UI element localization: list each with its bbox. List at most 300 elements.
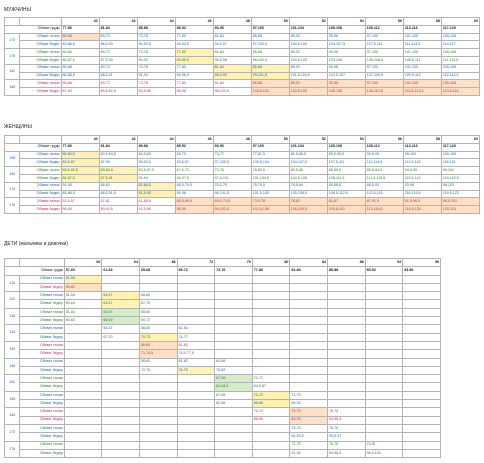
measure-row [5, 88, 480, 96]
measure-cell [64, 333, 102, 341]
measure-cell: 73-75 [290, 424, 328, 432]
measure-cell [139, 383, 177, 391]
measure-cell [365, 325, 403, 333]
measure-cell: 99-102,5 [213, 206, 251, 214]
measure-cell: 69-72 [99, 64, 137, 72]
measure-cell: 57-61 [99, 198, 137, 206]
measure-cell [215, 408, 253, 416]
measure-cell: 119-122,5 [441, 174, 479, 182]
size-header: 68 [139, 259, 177, 267]
measure-row [5, 441, 441, 449]
measure-cell: 85-88 [251, 33, 289, 41]
measure-cell [252, 358, 290, 366]
measure-cell [177, 375, 215, 383]
measure-cell [64, 383, 102, 391]
measure-cell: 76-79 [177, 366, 215, 374]
measure-cell: 120-124 [441, 206, 479, 214]
measure-cell [215, 449, 253, 457]
measure-cell: 90-93,5 [137, 41, 175, 49]
measure-cell: 89-93 [290, 416, 328, 424]
measure-cell: 58-60 [139, 292, 177, 300]
measure-cell: 81-84 [213, 49, 251, 57]
measure-cell [139, 424, 177, 432]
measure-cell: 102,5-105 [289, 88, 327, 96]
chest-range: 101-104 [289, 143, 327, 151]
measure-cell: 101-105 [403, 49, 441, 57]
size-header: 42 [99, 136, 137, 144]
height-value: 188 [5, 80, 20, 96]
measure-cell: 86-89 [252, 416, 290, 424]
measure-row [5, 167, 480, 175]
measure-cell [102, 424, 140, 432]
chest-range: 81-84 [290, 267, 328, 275]
measure-cell: 55,5-59,5 [61, 167, 99, 175]
measure-cell [403, 383, 441, 391]
waist-label: Обхват талии [20, 325, 64, 333]
height-value: 170 [5, 33, 20, 49]
measure-cell [215, 283, 253, 291]
measure-cell [177, 275, 215, 283]
measure-cell: 94,5-97 [213, 41, 251, 49]
height-value: 140 [5, 341, 20, 358]
measure-row [5, 151, 480, 159]
measure-cell: 108-110,5 [365, 88, 403, 96]
measure-cell: 72-76 [213, 167, 251, 175]
measure-cell: 96,5-99 [213, 72, 251, 80]
chest-label: Обхват груди [5, 143, 62, 151]
measure-cell: 90,5-95 [365, 151, 403, 159]
size-header: 56 [365, 136, 403, 144]
chest-range: 81-84 [99, 25, 137, 33]
measure-cell [177, 449, 215, 457]
measure-cell [290, 350, 328, 358]
measure-cell: 66-69 [102, 317, 140, 325]
height-value: 176 [5, 441, 20, 458]
waist-label: Обхват талии [20, 441, 64, 449]
measure-cell [328, 275, 366, 283]
measure-row [5, 358, 441, 366]
measure-row [5, 433, 441, 441]
measure-cell: 95-98 [175, 88, 213, 96]
chest-range: 109-112 [365, 143, 403, 151]
measure-cell: 69-72 [99, 80, 137, 88]
measure-cell [139, 449, 177, 457]
measure-cell [328, 292, 366, 300]
measure-cell: 93-95,5 [175, 56, 213, 64]
chest-range: 117-120 [441, 25, 479, 33]
size-header: 64 [102, 259, 140, 267]
measure-cell [64, 433, 102, 441]
measure-cell [139, 283, 177, 291]
measure-cell [328, 400, 366, 408]
chest-range: 109-112 [365, 25, 403, 33]
size-header: 58 [403, 136, 441, 144]
measure-row [5, 64, 480, 72]
measure-cell [177, 283, 215, 291]
measure-cell: 61-63 [177, 358, 215, 366]
measure-row [5, 72, 480, 80]
measure-cell: 87,5-91 [99, 174, 137, 182]
measure-cell: 113,5-116 [441, 88, 479, 96]
measure-cell [365, 400, 403, 408]
measure-row [5, 325, 441, 333]
measure-cell [139, 408, 177, 416]
measure-cell: 85-88 [251, 49, 289, 57]
chest-range: 117-120 [441, 143, 479, 151]
measure-cell [403, 341, 441, 349]
measure-cell: 97-100,5 [213, 159, 251, 167]
size-header: 42 [99, 18, 137, 26]
measure-cell [290, 366, 328, 374]
measure-cell: 58-60 [139, 358, 177, 366]
measure-cell [328, 375, 366, 383]
blank-cell [5, 259, 20, 267]
waist-label: Обхват талии [20, 64, 61, 72]
measure-cell: 85-89 [252, 400, 290, 408]
measure-cell: 104,5-108 [289, 174, 327, 182]
measure-cell: 107-109,5 [365, 72, 403, 80]
measure-row [5, 292, 441, 300]
height-value: 122 [5, 292, 20, 309]
size-header: 46 [175, 136, 213, 144]
measure-cell: 93-96 [327, 49, 365, 57]
measure-cell: 98-100,5 [251, 56, 289, 64]
measure-cell [64, 350, 102, 358]
measure-cell: 100-105 [441, 151, 479, 159]
measure-cell: 114,5-118 [403, 159, 441, 167]
chest-range: 93-96 [213, 143, 251, 151]
measure-cell: 97-100,5 [251, 41, 289, 49]
measure-cell: 73-76 [137, 49, 175, 57]
measure-cell: 81-84 [213, 80, 251, 88]
measure-cell: 60,5-64,5 [99, 151, 137, 159]
measure-cell: 65-68 [61, 64, 99, 72]
measure-row [5, 424, 441, 432]
hips-label: Обхват бедер [20, 88, 61, 96]
measure-cell [215, 275, 253, 283]
measure-cell: 107,5-111 [327, 159, 365, 167]
measure-cell: 109,5-113 [327, 206, 365, 214]
measure-cell: 60-63 [64, 300, 102, 308]
measure-cell: 94-96,5 [175, 72, 213, 80]
measure-cell: 85,5-90,5 [327, 151, 365, 159]
measure-cell [102, 275, 140, 283]
measure-cell [102, 400, 140, 408]
measure-cell [290, 300, 328, 308]
measure-cell [139, 433, 177, 441]
waist-label: Обхват талии [20, 408, 64, 416]
blank-cell [5, 18, 20, 26]
measure-cell: 59-63,5 [99, 167, 137, 175]
chest-range: 73-76 [215, 267, 253, 275]
measure-cell: 95-98 [175, 190, 213, 198]
measure-cell: 74,5-77,5 [177, 350, 215, 358]
measure-cell: 64-67 [102, 300, 140, 308]
height-value: 170 [5, 424, 20, 441]
measure-row [5, 400, 441, 408]
section-title-kids: ДЕТИ (мальчики и девочки) [4, 241, 68, 247]
measure-cell: 70-72 [252, 391, 290, 399]
measure-cell [403, 292, 441, 300]
measure-cell: 70-72 [252, 408, 290, 416]
size-header: 54 [327, 136, 365, 144]
height-value: 116 [5, 275, 20, 292]
hips-label: Обхват бедер [20, 41, 61, 49]
measure-row [5, 182, 480, 190]
measure-cell: 108,5-112,5 [327, 190, 365, 198]
measure-cell: 97-100 [365, 33, 403, 41]
measure-cell: 65,5-69,5 [175, 198, 213, 206]
measure-cell [328, 366, 366, 374]
measure-cell [215, 317, 253, 325]
measure-cell: 105-108,5 [289, 190, 327, 198]
chest-range: 89-92 [175, 143, 213, 151]
measure-cell [365, 333, 403, 341]
measure-cell [102, 416, 140, 424]
measure-cell [215, 433, 253, 441]
measure-cell: 77-81,5 [251, 151, 289, 159]
size-header: 76 [215, 259, 253, 267]
measure-cell [139, 275, 177, 283]
measure-cell [102, 391, 140, 399]
measure-cell [365, 300, 403, 308]
measure-cell [403, 308, 441, 316]
measure-cell [64, 424, 102, 432]
chest-row [5, 25, 480, 33]
measure-cell [403, 283, 441, 291]
measure-cell: 104-107,5 [289, 159, 327, 167]
measure-cell [403, 333, 441, 341]
height-value: 176 [5, 198, 20, 214]
size-header: 48 [213, 18, 251, 26]
measure-cell [328, 358, 366, 366]
measure-cell: 89-92 [289, 80, 327, 88]
measure-row [5, 190, 480, 198]
measure-cell: 61-63 [177, 325, 215, 333]
measure-cell [64, 441, 102, 449]
measure-cell: 111-114,5 [403, 41, 441, 49]
measure-cell: 73-75 [290, 441, 328, 449]
measure-cell: 82-85 [215, 400, 253, 408]
measure-cell: 93-96 [327, 64, 365, 72]
measure-cell [365, 383, 403, 391]
measure-cell: 82-87 [327, 198, 365, 206]
measure-cell [403, 275, 441, 283]
measure-cell: 89,5-92,5 [99, 88, 137, 96]
size-header: 56 [365, 18, 403, 26]
measure-cell [102, 375, 140, 383]
measure-cell: 97-100 [365, 80, 403, 88]
women-size-table [4, 135, 480, 214]
section-title-men: МУЖЧИНЫ [4, 7, 31, 13]
measure-cell: 107,5-111 [365, 41, 403, 49]
measure-row [5, 408, 441, 416]
measure-cell: 97-100 [365, 64, 403, 72]
measure-cell: 90-93,5 [290, 433, 328, 441]
measure-cell [328, 308, 366, 316]
measure-cell [252, 350, 290, 358]
measure-cell: 56-60,5 [61, 151, 99, 159]
blank-cell [20, 18, 61, 26]
measure-cell: 85-88 [251, 80, 289, 88]
chest-range: 61-64 [102, 267, 140, 275]
measure-cell [328, 317, 366, 325]
measure-cell: 89-92 [290, 400, 328, 408]
height-value: 128 [5, 308, 20, 325]
waist-label: Обхват талии [20, 358, 64, 366]
measure-cell: 54-57 [102, 292, 140, 300]
measure-cell [403, 325, 441, 333]
measure-cell: 86,5-90 [99, 41, 137, 49]
measure-cell: 112,5-116 [365, 190, 403, 198]
measure-cell: 97,5-101 [213, 174, 251, 182]
hips-label: Обхват бедер [20, 159, 61, 167]
measure-cell: 100,5-104 [289, 41, 327, 49]
measure-cell: 63,5-67,5 [137, 167, 175, 175]
height-value: 158 [5, 151, 20, 167]
hips-label: Обхват бедер [20, 350, 64, 358]
measure-cell: 91,5-96,5 [403, 198, 441, 206]
size-header: 44 [137, 136, 175, 144]
height-value: 134 [5, 325, 20, 342]
measure-cell [139, 416, 177, 424]
measure-cell [64, 449, 102, 457]
size-header: 88 [328, 259, 366, 267]
measure-cell: 102,5-106 [251, 206, 289, 214]
measure-cell [403, 366, 441, 374]
chest-range: 93-96 [403, 267, 441, 275]
measure-cell: 94-96,5 [328, 449, 366, 457]
hips-label: Обхват бедер [20, 333, 64, 341]
waist-label: Обхват талии [20, 151, 61, 159]
measure-cell [102, 441, 140, 449]
measure-cell [177, 400, 215, 408]
measure-cell: 112-114,5 [441, 72, 479, 80]
measure-cell: 69,5-73,5 [213, 198, 251, 206]
measure-cell: 94-97,5 [175, 174, 213, 182]
measure-cell: 73,5-78 [251, 198, 289, 206]
measure-cell [403, 358, 441, 366]
size-header: 58 [403, 18, 441, 26]
measure-row [5, 80, 480, 88]
hips-label: Обхват бедер [20, 190, 61, 198]
waist-label: Обхват талии [20, 375, 64, 383]
height-value: 158 [5, 391, 20, 408]
measure-cell: 88,5-93 [365, 182, 403, 190]
measure-cell: 79,5-84 [289, 182, 327, 190]
measure-cell: 76-78 [328, 408, 366, 416]
hips-label: Обхват бедер [20, 449, 64, 457]
measure-cell [365, 358, 403, 366]
measure-cell: 85-89,5 [327, 167, 365, 175]
measure-cell [403, 424, 441, 432]
height-value: 164 [5, 408, 20, 425]
measure-cell [177, 300, 215, 308]
measure-cell: 83,5-87 [61, 159, 99, 167]
chest-range: 65-68 [139, 267, 177, 275]
waist-label: Обхват талии [20, 167, 61, 175]
measure-cell [102, 366, 140, 374]
measure-cell: 94,5-99 [403, 167, 441, 175]
measure-cell [64, 375, 102, 383]
measure-cell [215, 333, 253, 341]
measure-cell: 87-91,5 [365, 198, 403, 206]
measure-cell [215, 441, 253, 449]
measure-cell [290, 333, 328, 341]
chest-range: 89-92 [175, 25, 213, 33]
measure-cell [365, 366, 403, 374]
measure-row [5, 350, 441, 358]
measure-cell [139, 400, 177, 408]
measure-cell: 52,5-57 [61, 198, 99, 206]
hips-label: Обхват бедер [20, 283, 64, 291]
measure-row [5, 449, 441, 457]
measure-cell [328, 391, 366, 399]
chest-range: 77-80 [61, 25, 99, 33]
measure-cell [102, 383, 140, 391]
measure-cell: 80,5-85 [289, 167, 327, 175]
measure-cell [290, 341, 328, 349]
size-header: 52 [289, 18, 327, 26]
measure-cell [328, 383, 366, 391]
sizes-row [5, 18, 480, 26]
size-header: 60 [64, 259, 102, 267]
section-title-women: ЖЕНЩИНЫ [4, 124, 32, 130]
chest-label: Обхват груди [5, 267, 65, 275]
measure-row [5, 333, 441, 341]
measure-cell: 70,5-75 [213, 182, 251, 190]
measure-cell [252, 341, 290, 349]
chest-range: 85-88 [328, 267, 366, 275]
blank-cell [5, 136, 20, 144]
measure-cell [102, 408, 140, 416]
height-value: 164 [5, 167, 20, 183]
waist-label: Обхват талии [20, 198, 61, 206]
measure-cell [403, 300, 441, 308]
measure-row [5, 366, 441, 374]
measure-cell [102, 283, 140, 291]
measure-cell [365, 408, 403, 416]
measure-cell: 101-105 [403, 80, 441, 88]
chest-range: 105-108 [327, 25, 365, 33]
measure-cell: 73-76 [137, 64, 175, 72]
measure-cell [177, 424, 215, 432]
chest-label: Обхват груди [5, 25, 62, 33]
hips-label: Обхват бедер [20, 174, 61, 182]
chest-range: 93-96 [213, 25, 251, 33]
measure-cell: 108,5-111 [403, 56, 441, 64]
chest-range: 89-92 [365, 267, 403, 275]
measure-cell: 92,5-95 [137, 88, 175, 96]
chest-range: 113-116 [403, 25, 441, 33]
measure-cell: 83-86,5 [61, 41, 99, 49]
chest-range: 85-88 [137, 143, 175, 151]
size-header: 48 [213, 136, 251, 144]
measure-cell: 77-80 [175, 49, 213, 57]
measure-cell: 85-88 [251, 64, 289, 72]
men-size-table [4, 17, 480, 96]
measure-cell [365, 391, 403, 399]
measure-cell: 69-73 [175, 151, 213, 159]
measure-cell: 91,5-95 [137, 190, 175, 198]
measure-cell: 58-60 [139, 308, 177, 316]
measure-cell: 87-90 [61, 88, 99, 96]
measure-cell: 116-119,5 [403, 190, 441, 198]
measure-cell [215, 424, 253, 432]
measure-cell: 96,5-100 [365, 449, 403, 457]
measure-cell [102, 449, 140, 457]
measure-cell: 93-96 [327, 33, 365, 41]
